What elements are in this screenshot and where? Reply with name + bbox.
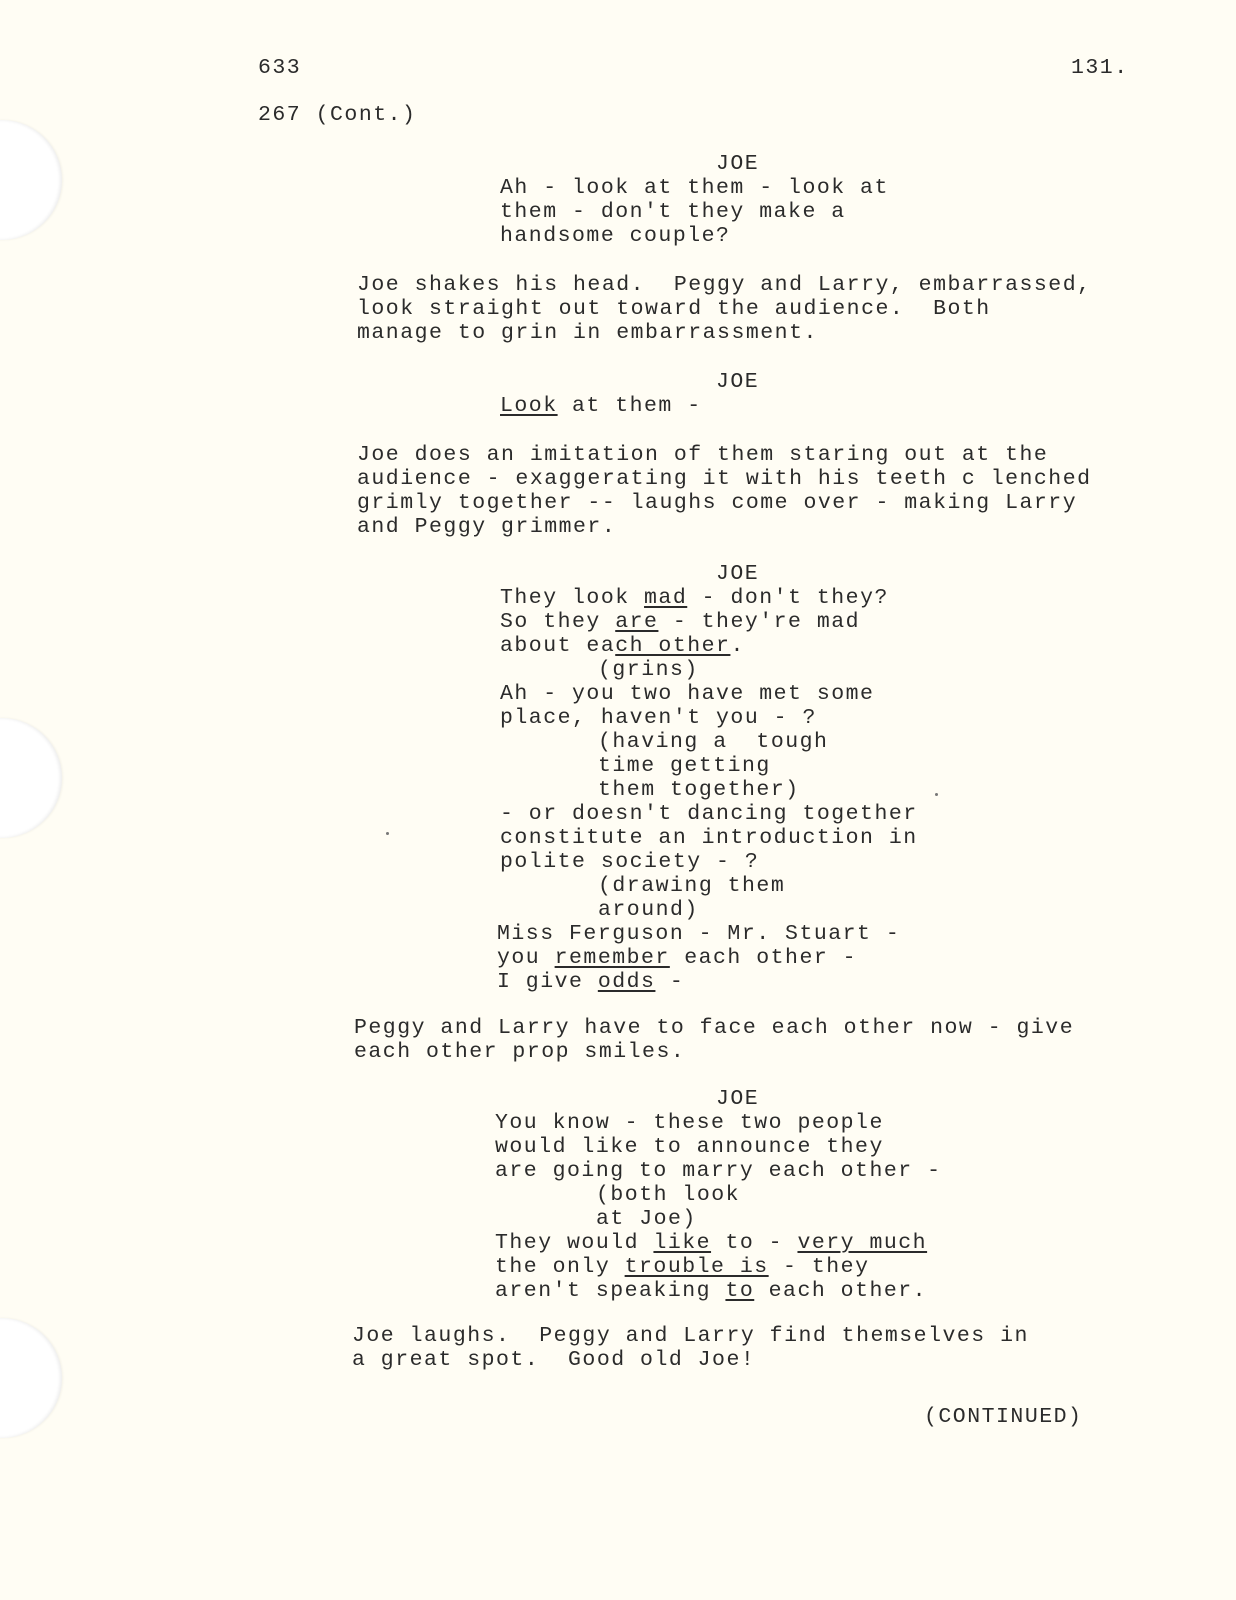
action-line: a great spot. Good old Joe! bbox=[352, 1348, 756, 1372]
parenthetical: (drawing them bbox=[598, 874, 786, 898]
underlined-word: are bbox=[615, 610, 659, 634]
dialogue-text: They look bbox=[500, 586, 645, 610]
parenthetical: around) bbox=[598, 898, 699, 922]
underlined-word: odds bbox=[597, 970, 656, 994]
dialogue-text: to - bbox=[711, 1231, 798, 1255]
action-line: look straight out toward the audience. Both bbox=[357, 297, 991, 321]
character-name: JOE bbox=[716, 370, 760, 394]
dialogue-line bbox=[495, 1231, 927, 1255]
underlined-word: like bbox=[653, 1231, 712, 1255]
parenthetical: time getting bbox=[598, 754, 771, 778]
dialogue-text: I give bbox=[497, 970, 598, 994]
dialogue-line bbox=[497, 946, 857, 970]
dialogue-line bbox=[500, 394, 702, 418]
dialogue-line: them - don't they make a bbox=[500, 200, 846, 224]
underlined-word: Look bbox=[500, 394, 558, 418]
parenthetical: (both look bbox=[596, 1183, 741, 1207]
dialogue-text: the only bbox=[495, 1255, 625, 1279]
dialogue-line: Miss Ferguson - Mr. Stuart - bbox=[497, 922, 901, 946]
dialogue-text: - they bbox=[768, 1255, 870, 1279]
parenthetical: at Joe) bbox=[596, 1207, 697, 1231]
dialogue-line bbox=[500, 634, 745, 658]
paper-speck bbox=[935, 793, 938, 796]
dialogue-line: constitute an introduction in bbox=[500, 826, 918, 850]
dialogue-text: you bbox=[497, 946, 555, 970]
scene-heading: 267 (Cont.) bbox=[258, 103, 417, 127]
left-number: 633 bbox=[258, 56, 302, 80]
dialogue-line: polite society - ? bbox=[500, 850, 760, 874]
dialogue-line bbox=[497, 970, 684, 994]
dialogue-line: Ah - you two have met some bbox=[500, 682, 875, 706]
action-line: each other prop smiles. bbox=[354, 1040, 686, 1064]
dialogue-line: handsome couple? bbox=[500, 224, 731, 248]
action-line: Peggy and Larry have to face each other now - give bbox=[354, 1016, 1075, 1040]
action-line: and Peggy grimmer. bbox=[357, 515, 617, 539]
action-line: Joe laughs. Peggy and Larry find themselves in bbox=[352, 1324, 1029, 1348]
underlined-word: trouble is bbox=[624, 1255, 769, 1279]
parenthetical: them together) bbox=[598, 778, 800, 802]
binder-hole-middle bbox=[0, 718, 62, 838]
dialogue-text: - don't they? bbox=[687, 586, 889, 610]
dialogue-text: - they're mad bbox=[658, 610, 861, 634]
underlined-word: very much bbox=[797, 1231, 928, 1255]
action-line: grimly together -- laughs come over - making Larry bbox=[357, 491, 1078, 515]
dialogue-text: each other. bbox=[754, 1279, 928, 1303]
action-line: audience - exaggerating it with his teeth c lenched bbox=[357, 467, 1092, 491]
parenthetical: (having a tough bbox=[598, 730, 829, 754]
underlined-word: remember bbox=[554, 946, 670, 970]
dialogue-line bbox=[500, 586, 889, 610]
dialogue-line: You know - these two people bbox=[495, 1111, 884, 1135]
underlined-word: to bbox=[725, 1279, 755, 1303]
dialogue-text: at them - bbox=[557, 394, 702, 418]
character-name: JOE bbox=[716, 562, 760, 586]
dialogue-text: So they bbox=[500, 610, 616, 634]
action-line: Joe shakes his head. Peggy and Larry, embarrassed, bbox=[357, 273, 1092, 297]
dialogue-line: would like to announce they bbox=[495, 1135, 884, 1159]
dialogue-text: aren't speaking bbox=[495, 1279, 726, 1303]
dialogue-line bbox=[495, 1279, 927, 1303]
binder-hole-bottom bbox=[0, 1318, 62, 1438]
paper-speck bbox=[386, 832, 389, 835]
character-name: JOE bbox=[716, 1087, 760, 1111]
dialogue-line bbox=[495, 1255, 869, 1279]
dialogue-text: about ea bbox=[500, 634, 616, 658]
dialogue-text: They would bbox=[495, 1231, 654, 1255]
action-line: manage to grin in embarrassment. bbox=[357, 321, 818, 345]
dialogue-line: are going to marry each other - bbox=[495, 1159, 942, 1183]
dialogue-line: Ah - look at them - look at bbox=[500, 176, 889, 200]
continued-marker: (CONTINUED) bbox=[924, 1405, 1083, 1429]
page-number: 131. bbox=[1071, 56, 1129, 80]
underlined-word: mad bbox=[644, 586, 688, 610]
dialogue-text: each other - bbox=[669, 946, 858, 970]
character-name: JOE bbox=[716, 152, 760, 176]
dialogue-text: . bbox=[730, 634, 745, 658]
dialogue-line bbox=[500, 610, 860, 634]
dialogue-line: - or doesn't dancing together bbox=[500, 802, 918, 826]
binder-hole-top bbox=[0, 120, 62, 240]
dialogue-line: place, haven't you - ? bbox=[500, 706, 817, 730]
action-line: Joe does an imitation of them staring out at the bbox=[357, 443, 1049, 467]
underlined-word: ch other bbox=[615, 634, 731, 658]
parenthetical: (grins) bbox=[598, 658, 699, 682]
dialogue-text: - bbox=[655, 970, 685, 994]
